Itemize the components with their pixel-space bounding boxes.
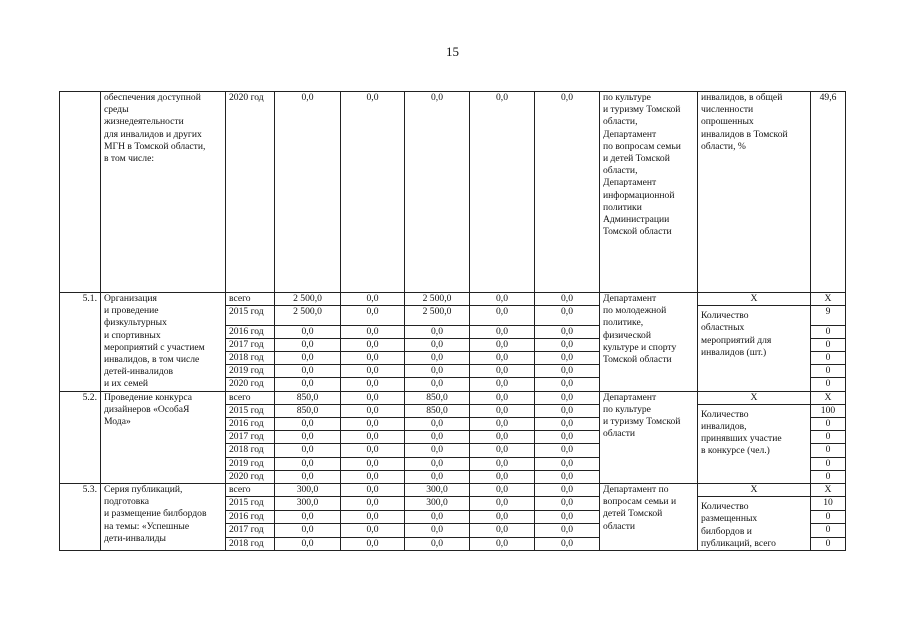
indicator-value-cell: Х bbox=[811, 391, 846, 404]
section-number-cell: 5.2. bbox=[60, 391, 101, 483]
funding-value-cell: 0,0 bbox=[470, 391, 535, 404]
funding-value-cell: 2 500,0 bbox=[275, 306, 341, 325]
indicator-value-cell: 0 bbox=[811, 457, 846, 470]
funding-value-cell: 2 500,0 bbox=[405, 293, 470, 306]
funding-value-cell: 0,0 bbox=[341, 365, 405, 378]
responsible-cell: Департамент по культуре и туризму Томской области bbox=[600, 391, 698, 483]
funding-value-cell: 0,0 bbox=[405, 457, 470, 470]
indicator-text: Количество размещенных билбордов и публикаций, всего bbox=[701, 501, 776, 549]
funding-value-cell: 300,0 bbox=[405, 484, 470, 497]
funding-value-cell: 0,0 bbox=[341, 497, 405, 510]
funding-value-cell: 0,0 bbox=[535, 484, 600, 497]
funding-value-cell: 0,0 bbox=[405, 418, 470, 431]
funding-value-cell: 0,0 bbox=[535, 352, 600, 365]
funding-value-cell: 0,0 bbox=[341, 431, 405, 444]
funding-value-cell: 850,0 bbox=[275, 391, 341, 404]
funding-value-cell: 0,0 bbox=[535, 431, 600, 444]
year-cell: 2017 год bbox=[226, 338, 275, 351]
funding-value-cell: 0,0 bbox=[341, 378, 405, 391]
indicator-value-cell: 0 bbox=[811, 431, 846, 444]
responsible-cell: по культуре и туризму Томской области, Департамент по вопросам семьи и детей Томской области, Департамент информационной политики Администрации Томской области bbox=[600, 92, 698, 293]
indicator-value-cell: 0 bbox=[811, 325, 846, 338]
indicator-x-cell: Х bbox=[698, 391, 811, 404]
indicator-value-cell: 0 bbox=[811, 470, 846, 483]
year-cell: 2017 год bbox=[226, 431, 275, 444]
funding-value-cell: 0,0 bbox=[341, 457, 405, 470]
indicator-value-cell: 0 bbox=[811, 524, 846, 537]
funding-value-cell: 0,0 bbox=[470, 92, 535, 293]
indicator-text: Количество областных мероприятий для инвалидов (шт.) bbox=[701, 310, 772, 358]
funding-value-cell: 0,0 bbox=[405, 352, 470, 365]
funding-value-cell: 0,0 bbox=[341, 470, 405, 483]
indicator-x-cell: Х bbox=[698, 484, 811, 497]
funding-value-cell: 0,0 bbox=[535, 293, 600, 306]
funding-value-cell: 0,0 bbox=[470, 444, 535, 457]
year-cell: 2015 год bbox=[226, 497, 275, 510]
year-cell: 2017 год bbox=[226, 524, 275, 537]
year-cell: 2016 год bbox=[226, 418, 275, 431]
funding-value-cell: 0,0 bbox=[470, 537, 535, 550]
funding-value-cell: 0,0 bbox=[470, 418, 535, 431]
indicator-cell bbox=[698, 497, 811, 551]
activity-name-cell: Организация и проведение физкультурных и спортивных мероприятий с участием инвалидов, в том числе детей-инвалидов и их семей bbox=[101, 293, 226, 392]
funding-value-cell: 0,0 bbox=[535, 497, 600, 510]
indicator-value-cell: 0 bbox=[811, 365, 846, 378]
funding-value-cell: 0,0 bbox=[535, 325, 600, 338]
funding-value-cell: 2 500,0 bbox=[405, 306, 470, 325]
funding-value-cell: 0,0 bbox=[535, 404, 600, 417]
indicator-cell bbox=[698, 306, 811, 391]
funding-value-cell: 0,0 bbox=[405, 378, 470, 391]
funding-value-cell: 0,0 bbox=[275, 510, 341, 523]
funding-value-cell: 850,0 bbox=[275, 404, 341, 417]
funding-value-cell: 0,0 bbox=[535, 338, 600, 351]
funding-value-cell: 0,0 bbox=[341, 404, 405, 417]
funding-value-cell: 0,0 bbox=[341, 338, 405, 351]
funding-value-cell: 0,0 bbox=[470, 338, 535, 351]
indicator-value-cell: 9 bbox=[811, 306, 846, 325]
funding-value-cell: 0,0 bbox=[405, 92, 470, 293]
indicator-value-cell: 0 bbox=[811, 378, 846, 391]
funding-value-cell: 0,0 bbox=[341, 92, 405, 293]
indicator-value-cell: Х bbox=[811, 484, 846, 497]
funding-value-cell: 0,0 bbox=[535, 418, 600, 431]
funding-value-cell: 0,0 bbox=[470, 457, 535, 470]
funding-value-cell: 0,0 bbox=[405, 470, 470, 483]
funding-value-cell: 0,0 bbox=[535, 470, 600, 483]
funding-value-cell: 0,0 bbox=[535, 510, 600, 523]
row-number-cell bbox=[60, 92, 101, 293]
year-cell: 2019 год bbox=[226, 457, 275, 470]
year-cell: всего bbox=[226, 293, 275, 306]
funding-value-cell: 2 500,0 bbox=[275, 293, 341, 306]
funding-value-cell: 0,0 bbox=[275, 470, 341, 483]
funding-value-cell: 0,0 bbox=[341, 418, 405, 431]
funding-value-cell: 0,0 bbox=[341, 325, 405, 338]
funding-value-cell: 0,0 bbox=[275, 378, 341, 391]
funding-value-cell: 0,0 bbox=[535, 457, 600, 470]
funding-value-cell: 0,0 bbox=[275, 431, 341, 444]
funding-value-cell: 0,0 bbox=[405, 537, 470, 550]
funding-value-cell: 0,0 bbox=[341, 524, 405, 537]
funding-value-cell: 0,0 bbox=[535, 444, 600, 457]
funding-value-cell: 0,0 bbox=[405, 325, 470, 338]
funding-value-cell: 0,0 bbox=[275, 444, 341, 457]
funding-value-cell: 0,0 bbox=[535, 306, 600, 325]
indicator-x-cell: Х bbox=[698, 293, 811, 306]
year-cell: 2018 год bbox=[226, 537, 275, 550]
indicator-cell bbox=[698, 404, 811, 483]
year-cell: 2020 год bbox=[226, 470, 275, 483]
funding-value-cell: 0,0 bbox=[470, 378, 535, 391]
indicator-cell: инвалидов, в общей численности опрошенных инвалидов в Томской области, % bbox=[698, 92, 811, 293]
funding-value-cell: 0,0 bbox=[470, 497, 535, 510]
funding-value-cell: 0,0 bbox=[405, 338, 470, 351]
funding-value-cell: 0,0 bbox=[341, 537, 405, 550]
responsible-cell: Департамент по вопросам семьи и детей Томской области bbox=[600, 484, 698, 551]
funding-value-cell: 0,0 bbox=[470, 510, 535, 523]
funding-value-cell: 0,0 bbox=[470, 524, 535, 537]
funding-value-cell: 0,0 bbox=[535, 378, 600, 391]
funding-value-cell: 0,0 bbox=[470, 404, 535, 417]
activity-name-cell: Проведение конкурса дизайнеров «ОсобаЯ Мода» bbox=[101, 391, 226, 483]
funding-value-cell: 0,0 bbox=[275, 457, 341, 470]
funding-value-cell: 0,0 bbox=[341, 510, 405, 523]
funding-value-cell: 0,0 bbox=[341, 391, 405, 404]
funding-value-cell: 0,0 bbox=[275, 524, 341, 537]
page-number: 15 bbox=[446, 44, 459, 59]
funding-value-cell: 0,0 bbox=[535, 92, 600, 293]
funding-value-cell: 0,0 bbox=[341, 444, 405, 457]
funding-value-cell: 300,0 bbox=[405, 497, 470, 510]
indicator-value-cell: 100 bbox=[811, 404, 846, 417]
funding-value-cell: 0,0 bbox=[470, 470, 535, 483]
indicator-value-cell: 0 bbox=[811, 338, 846, 351]
funding-value-cell: 0,0 bbox=[535, 524, 600, 537]
indicator-text: Количество инвалидов, принявших участие в конкурсе (чел.) bbox=[701, 408, 782, 457]
year-cell: 2020 год bbox=[226, 92, 275, 293]
funding-value-cell: 0,0 bbox=[535, 537, 600, 550]
funding-value-cell: 0,0 bbox=[405, 431, 470, 444]
year-cell: 2019 год bbox=[226, 365, 275, 378]
funding-value-cell: 0,0 bbox=[470, 484, 535, 497]
funding-value-cell: 0,0 bbox=[470, 306, 535, 325]
indicator-value-cell: 0 bbox=[811, 418, 846, 431]
year-cell: 2018 год bbox=[226, 352, 275, 365]
indicator-value-cell: 0 bbox=[811, 537, 846, 550]
funding-value-cell: 0,0 bbox=[470, 293, 535, 306]
table-row bbox=[60, 92, 846, 293]
section-number-cell: 5.1. bbox=[60, 293, 101, 392]
funding-value-cell: 0,0 bbox=[341, 293, 405, 306]
funding-value-cell: 0,0 bbox=[275, 325, 341, 338]
funding-value-cell: 0,0 bbox=[470, 352, 535, 365]
indicator-value-cell: 0 bbox=[811, 444, 846, 457]
indicator-value-cell: 0 bbox=[811, 510, 846, 523]
funding-value-cell: 850,0 bbox=[405, 391, 470, 404]
year-cell: 2015 год bbox=[226, 404, 275, 417]
funding-value-cell: 300,0 bbox=[275, 497, 341, 510]
year-cell: 2016 год bbox=[226, 325, 275, 338]
funding-value-cell: 0,0 bbox=[341, 484, 405, 497]
year-cell: 2018 год bbox=[226, 444, 275, 457]
section-number-cell: 5.3. bbox=[60, 484, 101, 551]
funding-value-cell: 0,0 bbox=[275, 418, 341, 431]
funding-value-cell: 0,0 bbox=[341, 306, 405, 325]
year-cell: всего bbox=[226, 484, 275, 497]
funding-value-cell: 0,0 bbox=[405, 510, 470, 523]
funding-value-cell: 0,0 bbox=[470, 325, 535, 338]
activity-name-cell: обеспечения доступной среды жизнедеятельности для инвалидов и других МГН в Томской области, в том числе: bbox=[101, 92, 226, 293]
year-cell: 2016 год bbox=[226, 510, 275, 523]
table-row bbox=[60, 391, 846, 404]
table-row bbox=[60, 293, 846, 306]
funding-value-cell: 300,0 bbox=[275, 484, 341, 497]
funding-value-cell: 0,0 bbox=[275, 352, 341, 365]
indicator-value-cell: 10 bbox=[811, 497, 846, 510]
funding-value-cell: 0,0 bbox=[275, 338, 341, 351]
year-cell: 2020 год bbox=[226, 378, 275, 391]
funding-value-cell: 0,0 bbox=[470, 365, 535, 378]
responsible-cell: Департамент по молодежной политике, физической культуре и спорту Томской области bbox=[600, 293, 698, 392]
program-table bbox=[59, 91, 846, 551]
table-row bbox=[60, 484, 846, 497]
funding-value-cell: 0,0 bbox=[405, 444, 470, 457]
funding-value-cell: 0,0 bbox=[535, 365, 600, 378]
indicator-value-cell: Х bbox=[811, 293, 846, 306]
funding-value-cell: 850,0 bbox=[405, 404, 470, 417]
funding-value-cell: 0,0 bbox=[341, 352, 405, 365]
activity-name-cell: Серия публикаций, подготовка и размещение билбордов на темы: «Успешные дети-инвалиды bbox=[101, 484, 226, 551]
funding-value-cell: 0,0 bbox=[275, 537, 341, 550]
funding-value-cell: 0,0 bbox=[470, 431, 535, 444]
funding-value-cell: 0,0 bbox=[405, 524, 470, 537]
indicator-value-cell: 0 bbox=[811, 352, 846, 365]
indicator-value-cell: 49,6 bbox=[811, 92, 846, 293]
funding-value-cell: 0,0 bbox=[405, 365, 470, 378]
year-cell: 2015 год bbox=[226, 306, 275, 325]
funding-value-cell: 0,0 bbox=[275, 92, 341, 293]
year-cell: всего bbox=[226, 391, 275, 404]
funding-value-cell: 0,0 bbox=[535, 391, 600, 404]
funding-value-cell: 0,0 bbox=[275, 365, 341, 378]
